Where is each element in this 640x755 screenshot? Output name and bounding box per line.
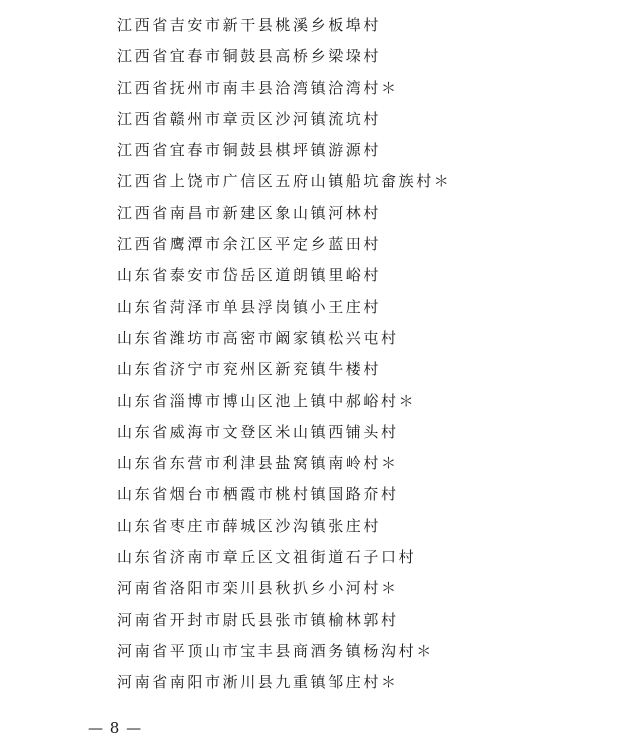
list-item: 江西省抚州市南丰县洽湾镇洽湾村＊ <box>117 78 399 97</box>
list-item: 山东省东营市利津县盐窝镇南岭村＊ <box>117 454 399 473</box>
list-item: 山东省泰安市岱岳区道朗镇里峪村 <box>117 266 382 285</box>
list-item: 河南省开封市尉氏县张市镇榆林郭村 <box>117 610 399 629</box>
list-item: 江西省南昌市新建区象山镇河林村 <box>117 203 382 222</box>
list-item: 江西省鹰潭市余江区平定乡蓝田村 <box>117 235 382 254</box>
list-item: 江西省宜春市铜鼓县棋坪镇游源村 <box>117 141 382 160</box>
list-item: 山东省济宁市兖州区新兖镇牛楼村 <box>117 360 382 379</box>
list-item: 江西省上饶市广信区五府山镇船坑畲族村＊ <box>117 172 452 191</box>
list-item: 山东省淄博市博山区池上镇中郝峪村＊ <box>117 391 417 410</box>
list-item: 山东省菏泽市单县浮岗镇小王庄村 <box>117 297 382 316</box>
list-item: 河南省平顶山市宝丰县商酒务镇杨沟村＊ <box>117 641 434 660</box>
list-item: 江西省宜春市铜鼓县高桥乡梁垜村 <box>117 47 382 66</box>
list-item: 河南省南阳市淅川县九重镇邹庄村＊ <box>117 673 399 692</box>
list-item: 山东省威海市文登区米山镇西铺头村 <box>117 422 399 441</box>
list-item: 江西省吉安市新干县桃溪乡板埠村 <box>117 16 382 34</box>
list-item: 江西省赣州市章贡区沙河镇流坑村 <box>117 109 382 128</box>
page-number: — 8 — <box>88 719 143 737</box>
list-item: 山东省济南市章丘区文祖街道石子口村 <box>117 548 417 567</box>
list-item: 山东省潍坊市高密市阚家镇松兴屯村 <box>117 328 399 347</box>
list-item: 山东省枣庄市薛城区沙沟镇张庄村 <box>117 516 382 535</box>
village-list <box>117 10 451 699</box>
list-item: 山东省烟台市栖霞市桃村镇国路夼村 <box>117 485 399 504</box>
list-item: 河南省洛阳市栾川县秋扒乡小河村＊ <box>117 579 399 598</box>
